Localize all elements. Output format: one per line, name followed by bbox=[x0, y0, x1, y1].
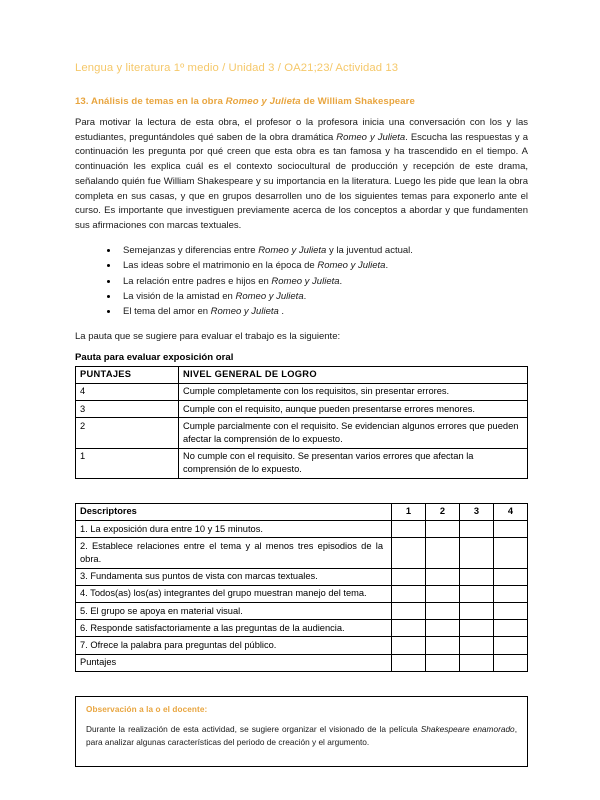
topic-pre: La visión de la amistad en bbox=[123, 290, 236, 302]
topic-pre: El tema del amor en bbox=[123, 306, 211, 318]
topic-pre: Las ideas sobre el matrimonio en la época de bbox=[123, 260, 318, 272]
observation-text-a: Durante la realización de esta actividad, se sugiere organizar el visionado de la película bbox=[86, 723, 421, 734]
observation-text-b: , para analizar algunas características del periodo de creación y el argumento. bbox=[86, 723, 517, 748]
scale-header-4: 4 bbox=[494, 503, 528, 520]
table-row bbox=[76, 401, 528, 418]
topic-post: . bbox=[339, 275, 343, 287]
topic-pre: Semejanzas y diferencias entre bbox=[123, 244, 259, 256]
descriptor-text: 1. La exposición dura entre 10 y 15 minutos. bbox=[76, 521, 392, 538]
score-cell-4[interactable] bbox=[494, 521, 528, 538]
rubric-level: Cumple con el requisito, aunque pueden presentarse errores menores. bbox=[179, 401, 528, 418]
score-cell-4[interactable] bbox=[494, 538, 528, 568]
table-row bbox=[76, 448, 528, 478]
rubric-header-nivel: NIVEL GENERAL DE LOGRO bbox=[179, 366, 528, 383]
score-cell-4[interactable] bbox=[494, 637, 528, 654]
topic-work: Romeo y Julieta bbox=[271, 275, 340, 287]
total-cell-1[interactable] bbox=[392, 654, 426, 671]
score-cell-2[interactable] bbox=[426, 620, 460, 637]
rubric-table bbox=[75, 366, 528, 479]
descriptor-text: 3. Fundamenta sus puntos de vista con marcas textuales. bbox=[76, 568, 392, 585]
list-item bbox=[103, 243, 528, 258]
scale-header-1: 1 bbox=[392, 503, 426, 520]
table-spacer bbox=[75, 479, 528, 503]
rubric-score: 4 bbox=[76, 383, 179, 400]
total-cell-2[interactable] bbox=[426, 654, 460, 671]
table-row bbox=[76, 568, 528, 585]
score-cell-2[interactable] bbox=[426, 637, 460, 654]
score-cell-2[interactable] bbox=[426, 568, 460, 585]
table-row-totals bbox=[76, 654, 528, 671]
topic-work: Romeo y Julieta bbox=[210, 306, 279, 318]
rubric-level: No cumple con el requisito. Se presentan varios errores que afectan la comprensión de lo expuesto. bbox=[179, 448, 528, 478]
score-cell-4[interactable] bbox=[494, 620, 528, 637]
score-cell-3[interactable] bbox=[460, 521, 494, 538]
topic-post: . bbox=[303, 290, 307, 302]
intro-text-b: . Escucha las respuestas y a continuación les pregunta por qué creen que esta obra es tan famosa y ha trascendido en el tiempo. A continuación les explica cuál es el contexto sociocultural de producción y recepción de este drama, señalando quién fue William Shakespeare y su importancia en la literatura. Luego les pide que lean la obra completa en sus casas, y que en grupos desarrollen uno de los siguientes temas para exponerlo ante el curso. Es importante que investiguen previamente acerca de los conceptos a abordar y que fundamenten sus afirmaciones con marcas textuales. bbox=[75, 131, 528, 232]
table-row bbox=[76, 585, 528, 602]
table-header-row bbox=[76, 503, 528, 520]
list-item bbox=[103, 289, 528, 304]
activity-title-work: Romeo y Julieta bbox=[225, 96, 301, 107]
score-cell-3[interactable] bbox=[460, 568, 494, 585]
page-title bbox=[75, 96, 528, 107]
intro-text-a: Para motivar la lectura de esta obra, el profesor o la profesora inicia una conversación con los y las estudiantes, preguntándoles qué saben de la obra dramática bbox=[75, 117, 528, 143]
score-cell-1[interactable] bbox=[392, 637, 426, 654]
table-header-row bbox=[76, 366, 528, 383]
descriptors-table bbox=[75, 503, 528, 672]
totals-label: Puntajes bbox=[76, 654, 392, 671]
breadcrumb: Lengua y literatura 1º medio / Unidad 3 / OA21;23/ Actividad 13 bbox=[75, 62, 399, 74]
observation-film-title: Shakespeare enamorado bbox=[420, 723, 515, 734]
score-cell-3[interactable] bbox=[460, 603, 494, 620]
topic-pre: La relación entre padres e hijos en bbox=[123, 275, 272, 287]
observation-box bbox=[75, 696, 528, 767]
descriptor-text: 5. El grupo se apoya en material visual. bbox=[76, 603, 392, 620]
score-cell-3[interactable] bbox=[460, 538, 494, 568]
list-item bbox=[103, 274, 528, 289]
descriptor-text: 2. Establece relaciones entre el tema y al menos tres episodios de la obra. bbox=[76, 538, 392, 568]
rubric-caption: Pauta para evaluar exposición oral bbox=[75, 351, 234, 363]
rubric-level: Cumple parcialmente con el requisito. Se evidencian algunos errores que pueden afectar la comprensión de lo expuesto. bbox=[179, 418, 528, 448]
total-cell-3[interactable] bbox=[460, 654, 494, 671]
score-cell-2[interactable] bbox=[426, 538, 460, 568]
rubric-level: Cumple completamente con los requisitos, sin presentar errores. bbox=[179, 383, 528, 400]
table-row bbox=[76, 620, 528, 637]
activity-title-prefix: 13. Análisis de temas en la obra bbox=[75, 96, 226, 107]
score-cell-3[interactable] bbox=[460, 585, 494, 602]
intro-paragraph bbox=[75, 116, 528, 234]
score-cell-1[interactable] bbox=[392, 585, 426, 602]
observation-body bbox=[86, 723, 517, 750]
topic-work: Romeo y Julieta bbox=[235, 290, 304, 302]
topic-post: y la juventud actual. bbox=[326, 244, 413, 256]
descriptor-text: 6. Responde satisfactoriamente a las preguntas de la audiencia. bbox=[76, 620, 392, 637]
rubric-score: 1 bbox=[76, 448, 179, 478]
score-cell-4[interactable] bbox=[494, 568, 528, 585]
topics-list bbox=[75, 243, 528, 320]
activity-title-suffix: de William Shakespeare bbox=[300, 96, 415, 107]
topic-post: . bbox=[278, 306, 285, 318]
descriptor-text: 7. Ofrece la palabra para preguntas del público. bbox=[76, 637, 392, 654]
descriptor-text: 4. Todos(as) los(as) integrantes del grupo muestran manejo del tema. bbox=[76, 585, 392, 602]
descriptors-header-label: Descriptores bbox=[76, 503, 392, 520]
score-cell-1[interactable] bbox=[392, 620, 426, 637]
score-cell-2[interactable] bbox=[426, 585, 460, 602]
table-row bbox=[76, 521, 528, 538]
topic-work: Romeo y Julieta bbox=[317, 260, 386, 272]
rubric-header-puntajes: PUNTAJES bbox=[76, 366, 179, 383]
score-cell-1[interactable] bbox=[392, 521, 426, 538]
score-cell-4[interactable] bbox=[494, 603, 528, 620]
list-item bbox=[103, 258, 528, 273]
scale-header-2: 2 bbox=[426, 503, 460, 520]
table-row bbox=[76, 383, 528, 400]
score-cell-1[interactable] bbox=[392, 538, 426, 568]
rubric-score: 2 bbox=[76, 418, 179, 448]
list-item bbox=[103, 304, 528, 319]
score-cell-3[interactable] bbox=[460, 637, 494, 654]
score-cell-1[interactable] bbox=[392, 568, 426, 585]
score-cell-4[interactable] bbox=[494, 585, 528, 602]
table-row bbox=[76, 637, 528, 654]
scale-header-3: 3 bbox=[460, 503, 494, 520]
topic-work: Romeo y Julieta bbox=[258, 244, 327, 256]
rubric-score: 3 bbox=[76, 401, 179, 418]
score-cell-2[interactable] bbox=[426, 603, 460, 620]
score-cell-1[interactable] bbox=[392, 603, 426, 620]
score-cell-2[interactable] bbox=[426, 521, 460, 538]
total-cell-4[interactable] bbox=[494, 654, 528, 671]
score-cell-3[interactable] bbox=[460, 620, 494, 637]
table-row bbox=[76, 418, 528, 448]
rubric-lead-text: La pauta que se sugiere para evaluar el trabajo es la siguiente: bbox=[75, 330, 341, 342]
table-row bbox=[76, 538, 528, 568]
table-row bbox=[76, 603, 528, 620]
intro-work-title: Romeo y Julieta bbox=[336, 131, 406, 143]
topic-post: . bbox=[385, 260, 389, 272]
observation-title: Observación a la o el docente: bbox=[86, 704, 208, 714]
